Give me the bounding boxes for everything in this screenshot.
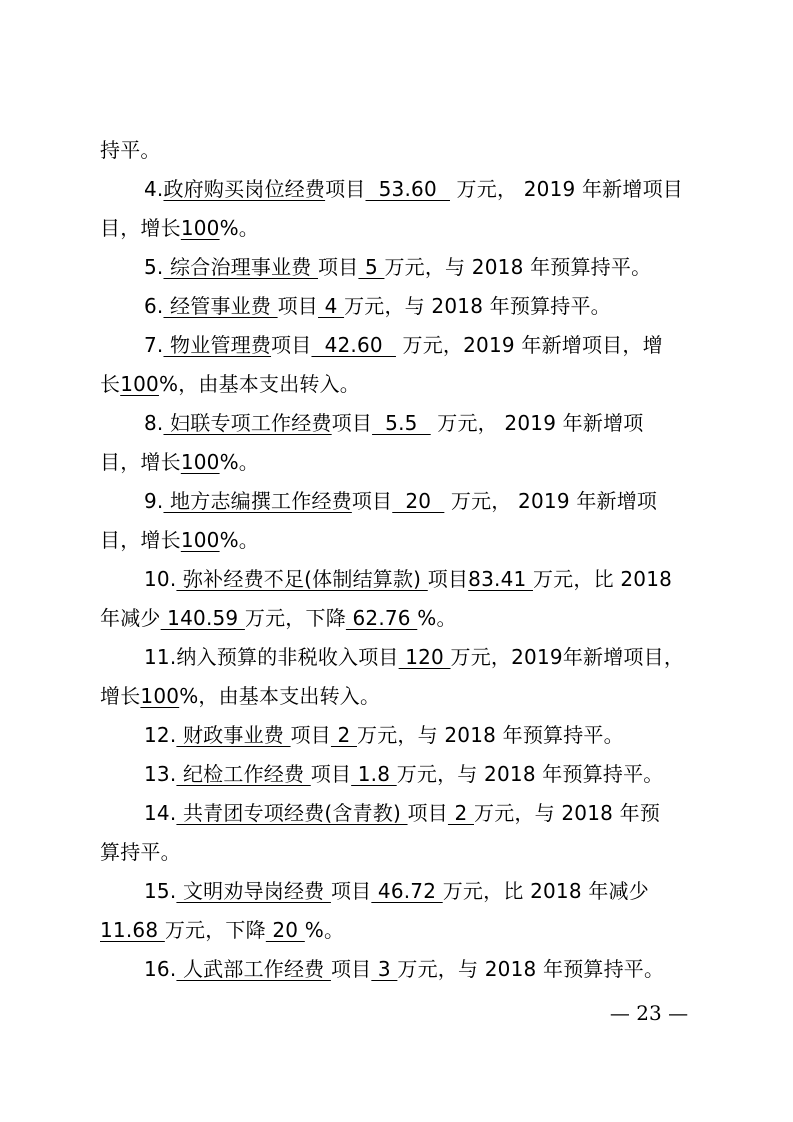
text: 万元，下降 — [244, 606, 346, 630]
text: 长 — [100, 372, 121, 396]
label: 项目 — [318, 255, 359, 279]
amount: 120 — [398, 645, 451, 669]
item-name: 经管事业费 — [163, 294, 278, 318]
item-7-line-2 — [100, 368, 700, 400]
percent: 20 — [265, 918, 305, 942]
text: 万元，与 2018 年预算持平。 — [357, 723, 624, 747]
text: 年减少 — [100, 606, 161, 630]
percent: 100 — [180, 528, 220, 552]
text: 目，增长 — [100, 216, 181, 240]
paragraph-3-tail — [100, 134, 700, 166]
text: %，由基本支出转入。 — [179, 684, 381, 708]
label: 项目 — [330, 879, 372, 903]
item-name: 妇联专项工作经费 — [163, 411, 332, 435]
amount: 5 — [358, 255, 385, 279]
text: 目，增长 — [100, 528, 181, 552]
item-number: 11. — [144, 645, 177, 669]
page-number: — 23 — — [609, 1001, 689, 1025]
item-15-line-2 — [100, 914, 700, 946]
label: 项目 — [331, 411, 373, 435]
percent: 100 — [180, 450, 220, 474]
item-number: 16. — [144, 957, 177, 981]
item-16 — [144, 953, 700, 985]
label: 项目 — [358, 645, 399, 669]
text: 算持平。 — [100, 840, 181, 864]
item-number: 7. — [144, 333, 164, 357]
text: 万元，下降 — [164, 918, 266, 942]
text: 万元，2019 年新增项目，增 — [395, 333, 663, 357]
label: 项目 — [271, 333, 312, 357]
text: 万元，与 2018 年预算持平。 — [396, 762, 664, 786]
label: 项目 — [407, 801, 448, 825]
item-11-line-1 — [144, 641, 700, 673]
amount: 42.60 — [311, 333, 396, 357]
text: 万元，2019年新增项目， — [450, 645, 685, 669]
amount: 20 — [392, 489, 445, 513]
amount: 83.41 — [468, 567, 533, 591]
percent: 100 — [180, 216, 220, 240]
item-number: 5. — [144, 255, 164, 279]
item-8-line-2 — [100, 446, 700, 478]
item-6 — [144, 290, 700, 322]
text: %。 — [219, 450, 259, 474]
item-name: 文明劝导岗经费 — [176, 879, 331, 903]
item-15-line-1 — [144, 875, 700, 907]
percent: 100 — [120, 372, 159, 396]
text: 增长 — [100, 684, 141, 708]
item-name: 物业管理费 — [163, 333, 272, 357]
item-name: 政府购买岗位经费 — [163, 177, 326, 201]
label: 项目 — [330, 957, 372, 981]
text: %。 — [304, 918, 345, 942]
item-name: 财政事业费 — [176, 723, 291, 747]
text: 万元，比 2018 年减少 — [442, 879, 649, 903]
amount: 3 — [371, 957, 398, 981]
item-8-line-1 — [144, 407, 700, 439]
amount: 46.72 — [371, 879, 443, 903]
text: 万元，与 2018 年预算持平。 — [384, 255, 652, 279]
item-name: 弥补经费不足(体制结算款) — [176, 567, 428, 591]
item-10-line-2 — [100, 602, 700, 634]
item-number: 6. — [144, 294, 164, 318]
text: 万元， 2019 年新增项 — [444, 489, 658, 513]
item-name: 纪检工作经费 — [176, 762, 311, 786]
amount: 4 — [318, 294, 345, 318]
label: 项目 — [325, 177, 366, 201]
item-14-line-1 — [144, 797, 700, 829]
text: 万元，与 2018 年预算持平。 — [344, 294, 611, 318]
text: %。 — [417, 606, 457, 630]
item-13 — [144, 758, 700, 790]
item-5 — [144, 251, 700, 283]
text: 万元， 2019 年新增项目 — [450, 177, 683, 201]
item-10-line-1 — [144, 563, 700, 595]
decrease-amount: 11.68 — [100, 918, 165, 942]
item-number: 10. — [144, 567, 177, 591]
item-9-line-2 — [100, 524, 700, 556]
item-number: 9. — [144, 489, 164, 513]
item-7-line-1 — [144, 329, 700, 361]
percent: 62.76 — [345, 606, 418, 630]
label: 项目 — [277, 294, 319, 318]
decrease-amount: 140.59 — [160, 606, 245, 630]
item-4-line-2 — [100, 212, 700, 244]
text: 万元，比 2018 — [532, 567, 673, 591]
amount: 5.5 — [372, 411, 431, 435]
item-9-line-1 — [144, 485, 700, 517]
text: 持平。 — [100, 138, 161, 162]
item-4-line-1 — [144, 173, 700, 205]
item-number: 15. — [144, 879, 177, 903]
amount: 2 — [447, 801, 474, 825]
text: %。 — [219, 528, 259, 552]
item-14-line-2 — [100, 836, 700, 868]
item-name: 地方志编撰工作经费 — [163, 489, 352, 513]
item-11-line-2 — [100, 680, 700, 712]
label: 项目 — [290, 723, 331, 747]
item-number: 8. — [144, 411, 164, 435]
item-number: 14. — [144, 801, 177, 825]
amount: 53.60 — [365, 177, 450, 201]
text: 万元，与 2018 年预算持平。 — [397, 957, 665, 981]
text: %，由基本支出转入。 — [158, 372, 360, 396]
text: %。 — [219, 216, 259, 240]
text: 万元，与 2018 年预 — [474, 801, 661, 825]
text: 目，增长 — [100, 450, 181, 474]
item-name: 人武部工作经费 — [176, 957, 331, 981]
item-name: 共青团专项经费(含青教) — [176, 801, 408, 825]
amount: 1.8 — [351, 762, 397, 786]
item-12 — [144, 719, 700, 751]
item-name: 综合治理事业费 — [163, 255, 318, 279]
label: 项目 — [310, 762, 352, 786]
text: 万元， 2019 年新增项 — [430, 411, 644, 435]
item-number: 13. — [144, 762, 177, 786]
amount: 2 — [330, 723, 357, 747]
item-name: 纳入预算的非税收入 — [176, 645, 359, 669]
item-number: 12. — [144, 723, 177, 747]
item-number: 4. — [144, 177, 164, 201]
label: 项目 — [427, 567, 469, 591]
percent: 100 — [140, 684, 180, 708]
label: 项目 — [351, 489, 393, 513]
